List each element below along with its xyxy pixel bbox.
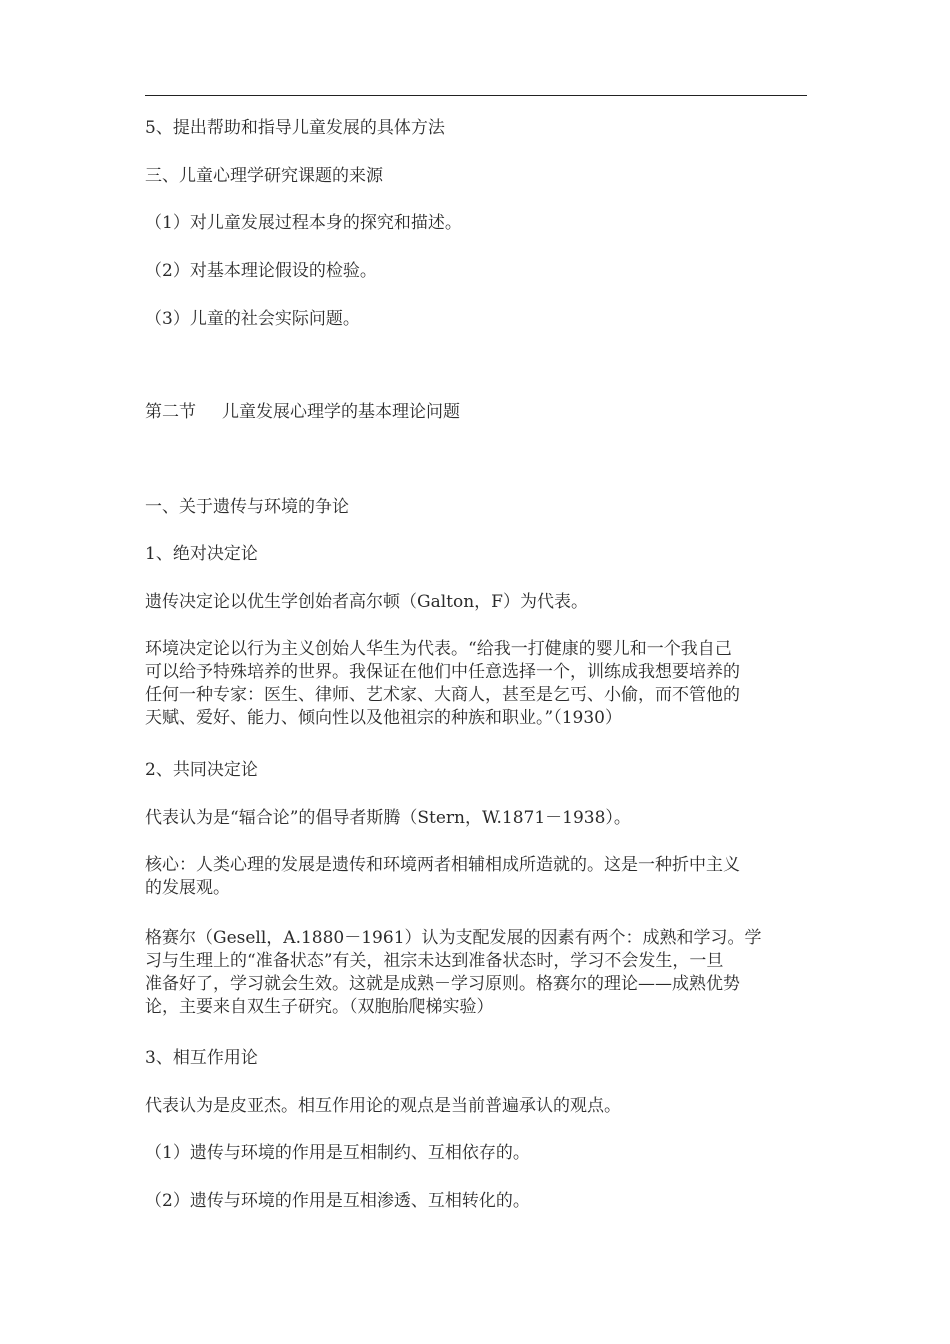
paragraph-gesell bbox=[145, 927, 807, 1019]
header-rule bbox=[145, 95, 807, 96]
subheading-interactionism: 3、相互作用论 bbox=[145, 1048, 258, 1068]
text-line: 环境决定论以行为主义创始人华生为代表。“给我一打健康的婴儿和一个我自己 bbox=[145, 639, 732, 659]
source-item-1: （1）对儿童发展过程本身的探究和描述。 bbox=[145, 213, 462, 233]
text-line: 格赛尔（Gesell，A.1880－1961）认为支配发展的因素有两个：成熟和学习。学 bbox=[145, 928, 762, 948]
list-item-5: 5、提出帮助和指导儿童发展的具体方法 bbox=[145, 118, 445, 138]
text-line: 可以给予特殊培养的世界。我保证在他们中任意选择一个，训练成我想要培养的 bbox=[145, 662, 740, 682]
subheading-absolute-determinism: 1、绝对决定论 bbox=[145, 544, 258, 564]
section-heading-sources: 三、儿童心理学研究课题的来源 bbox=[145, 166, 383, 186]
paragraph-environment-determinism bbox=[145, 638, 807, 730]
interaction-item-2: （2）遗传与环境的作用是互相渗透、互相转化的。 bbox=[145, 1191, 530, 1211]
part-heading-heredity-environment: 一、关于遗传与环境的争论 bbox=[145, 497, 349, 517]
text-line: 天赋、爱好、能力、倾向性以及他祖宗的种族和职业。”（1930） bbox=[145, 708, 622, 728]
interaction-item-1: （1）遗传与环境的作用是互相制约、互相依存的。 bbox=[145, 1143, 530, 1163]
chapter-title: 儿童发展心理学的基本理论问题 bbox=[222, 402, 460, 422]
text-line: 准备好了，学习就会生效。这就是成熟－学习原则。格赛尔的理论——成熟优势 bbox=[145, 974, 740, 994]
chapter-label: 第二节 bbox=[145, 402, 196, 422]
source-item-3: （3）儿童的社会实际问题。 bbox=[145, 309, 360, 329]
text-line: 任何一种专家：医生、律师、艺术家、大商人，甚至是乞丐、小偷，而不管他的 bbox=[145, 685, 740, 705]
text-line: 的发展观。 bbox=[145, 878, 230, 898]
paragraph-stern: 代表认为是“辐合论”的倡导者斯腾（Stern，W.1871－1938）。 bbox=[145, 808, 631, 828]
source-item-2: （2）对基本理论假设的检验。 bbox=[145, 261, 377, 281]
paragraph-core bbox=[145, 854, 807, 900]
text-line: 论，主要来自双生子研究。（双胞胎爬梯实验） bbox=[145, 997, 494, 1017]
text-line: 习与生理上的“准备状态”有关，祖宗未达到准备状态时，学习不会发生，一旦 bbox=[145, 951, 724, 971]
paragraph-piaget: 代表认为是皮亚杰。相互作用论的观点是当前普遍承认的观点。 bbox=[145, 1096, 621, 1116]
chapter-heading bbox=[145, 401, 807, 424]
text-line: 核心：人类心理的发展是遗传和环境两者相辅相成所造就的。这是一种折中主义 bbox=[145, 855, 740, 875]
subheading-co-determinism: 2、共同决定论 bbox=[145, 760, 258, 780]
paragraph-heredity-determinism: 遗传决定论以优生学创始者高尔顿（Galton，F）为代表。 bbox=[145, 592, 588, 612]
